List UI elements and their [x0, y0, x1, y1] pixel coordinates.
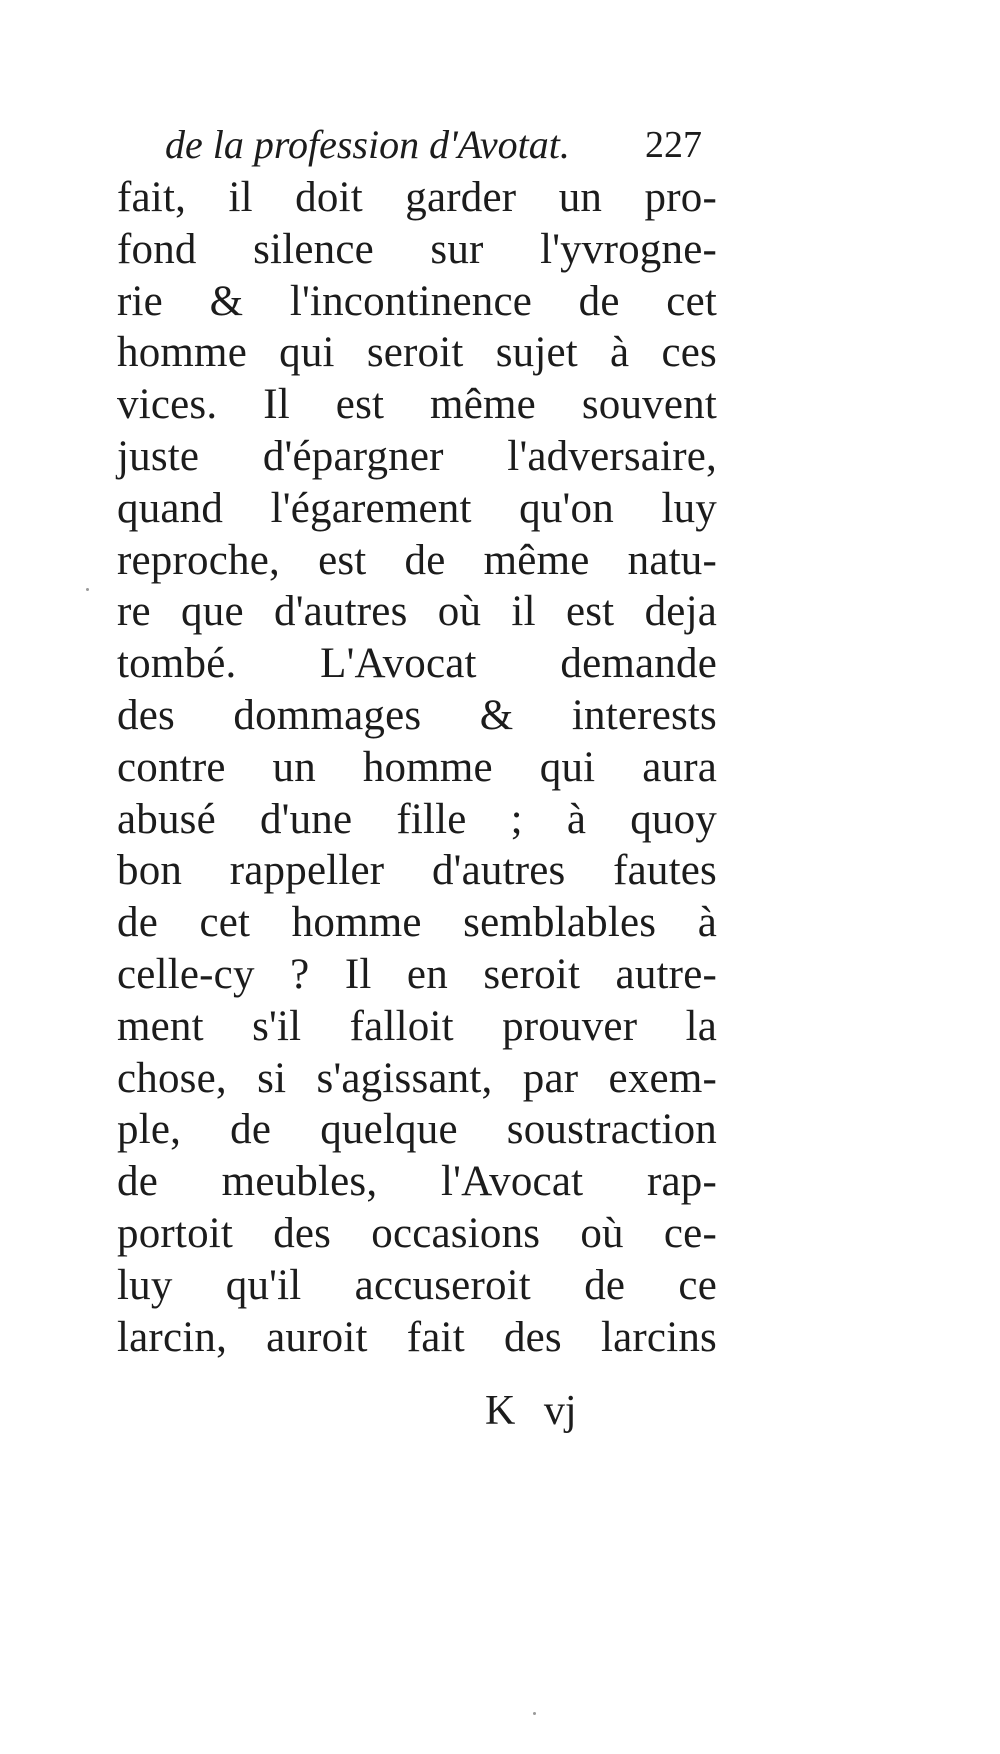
text-line-2: fond silence sur l'yvrogne- — [117, 225, 717, 273]
text-line-23: larcin, auroit fait des larcins — [117, 1313, 717, 1361]
text-line-14: bon rappeller d'autres fautes — [117, 847, 717, 895]
text-line-13: abusé d'une fille ; à quoy — [117, 795, 717, 843]
paper-speck — [533, 1712, 536, 1715]
text-line-11: des dommages & interests — [117, 691, 717, 739]
text-line-12: contre un homme qui aura — [117, 743, 717, 791]
text-line-20: de meubles, l'Avocat rap- — [117, 1158, 717, 1206]
text-line-10: tombé. L'Avocat demande — [117, 640, 717, 688]
text-line-22: luy qu'il accuseroit de ce — [117, 1261, 717, 1309]
body-text — [117, 172, 717, 1363]
text-line-9: re que d'autres où il est deja — [117, 588, 717, 636]
text-line-8: reproche, est de même natu- — [117, 536, 717, 584]
text-line-16: celle-cy ? Il en seroit autre- — [117, 950, 717, 998]
text-line-15: de cet homme semblables à — [117, 899, 717, 947]
page-number: 227 — [645, 124, 702, 166]
text-line-18: chose, si s'agissant, par exem- — [117, 1054, 717, 1102]
text-line-1: fait, il doit garder un pro- — [117, 174, 717, 221]
text-line-3: rie & l'incontinence de cet — [117, 277, 717, 325]
running-head-title: de la profession d'Avotat. — [165, 122, 570, 167]
text-line-4: homme qui seroit sujet à ces — [117, 329, 717, 377]
signature-mark: K vj — [485, 1388, 577, 1434]
text-line-6: juste d'épargner l'adversaire, — [117, 432, 717, 480]
text-line-19: ple, de quelque soustraction — [117, 1106, 717, 1154]
text-line-17: ment s'il falloit prouver la — [117, 1002, 717, 1050]
text-line-5: vices. Il est même souvent — [117, 381, 717, 429]
text-line-7: quand l'égarement qu'on luy — [117, 484, 717, 532]
paper-speck — [86, 588, 89, 591]
text-line-21: portoit des occasions où ce- — [117, 1209, 717, 1257]
